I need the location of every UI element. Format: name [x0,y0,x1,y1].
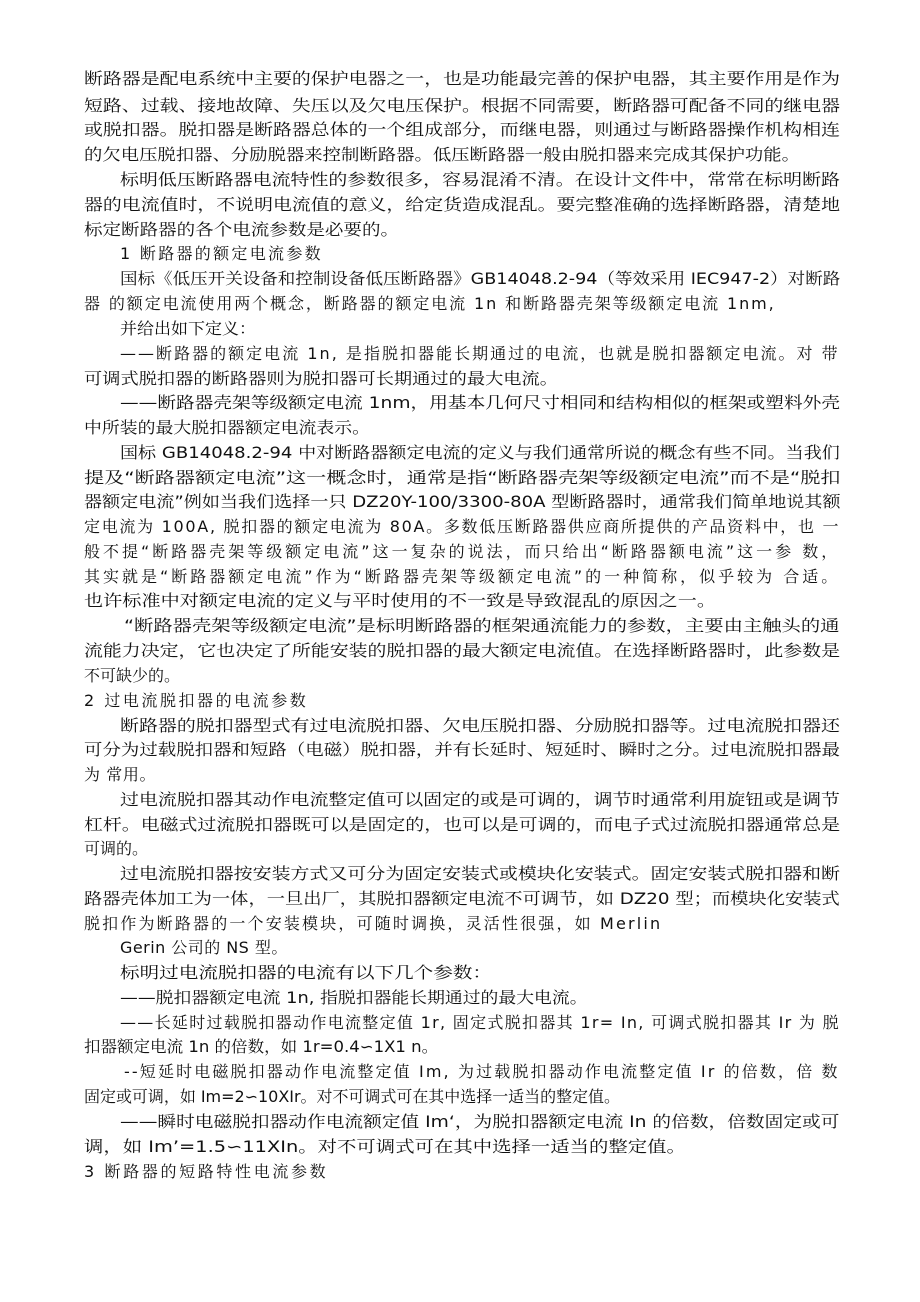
text-line: 固定或可调，如 Im=2∽10XIr。对不可调式可在其中选择一适当的整定值。 [84,1087,620,1106]
text-line: 提及“断路器额定电流”这一概念时，通常是指“断路器壳架等级额定电流”而不是“脱扣 [84,468,841,487]
text-line: Gerin 公司的 NS 型。 [120,938,288,957]
text-line: 过电流脱扣器按安装方式又可分为固定安装式或模块化安装式。固定安装式脱扣器和断 [120,864,841,883]
text-line: 或脱扣器。脱扣器是断路器总体的一个组成部分，而继电器，则通过与断路器操作机构相连 [84,120,841,139]
section-heading: 3 断路器的短路特性电流参数 [84,1162,329,1181]
text-line: ——断路器壳架等级额定电流 1nm，用基本几何尺寸相同和结构相似的框架或塑料外壳 [120,393,840,412]
text-line: 脱扣作为断路器的一个安装模块，可随时调换，灵活性很强，如 Merlin [84,914,663,933]
text-line: --短延时电磁脱扣器动作电流整定值 Im, 为过载脱扣器动作电流整定值 Ir 的倍数，倍 数 [124,1062,840,1081]
text-line: 可分为过载脱扣器和短路（电磁）脱扣器，并有长延时、短延时、瞬时之分。过电流脱扣器最 [84,740,841,759]
text-line: 也许标准中对额定电流的定义与平时使用的不一致是导致混乱的原因之一。 [84,591,717,610]
text-line: ——长延时过载脱扣器动作电流整定值 1r, 固定式脱扣器其 1r= In, 可调式脱扣器其 Ir 为 脱 [120,1013,840,1032]
text-line: “断路器壳架等级额定电流”是标明断路器的框架通流能力的参数，主要由主触头的通 [124,616,840,635]
text-line: 路器壳体加工为一体，一旦出厂，其脱扣器额定电流不可调节，如 DZ20 型；而模块化安装式 [84,889,840,908]
text-line: 国标《低压开关设备和控制设备低压断路器》GB14048.2-94（等效采用 IEC947-2）对断路 [120,269,841,288]
text-line: 短路、过载、接地故障、失压以及欠电压保护。根据不同需要，断路器可配备不同的继电器 [84,96,841,115]
text-line: 扣器额定电流 1n 的倍数，如 1r=0.4∽1X1 n。 [84,1037,439,1056]
text-line: 定电流为 100A, 脱扣器的额定电流为 80A。多数低压断路器供应商所提供的产品资料中，也 一 [84,517,841,536]
text-line: 器的电流值时，不说明电流值的意义，给定货造成混乱。要完整准确的选择断路器，清楚地 [84,195,841,214]
text-line: ——脱扣器额定电流 1n, 指脱扣器能长期通过的最大电流。 [120,988,588,1007]
text-line: 国标 GB14048.2-94 中对断路器额定电流的定义与我们通常所说的概念有些不同。当我们 [120,443,840,462]
text-line: 为 常用。 [84,765,157,784]
text-line: 标定断路器的各个电流参数是必要的。 [84,220,400,239]
text-line: 其实就是“断路器额定电流”作为“断路器壳架等级额定电流”的一种简称，似乎较为 合适。 [84,567,841,586]
text-line: 断路器的脱扣器型式有过电流脱扣器、欠电压脱扣器、分励脱扣器等。过电流脱扣器还 [120,716,841,735]
text-line: 不可缺少的。 [84,666,181,685]
text-line: 器 的额定电流使用两个概念，断路器的额定电流 1n 和断路器壳架等级额定电流 1nm, [84,294,776,313]
section-heading: 2 过电流脱扣器的电流参数 [84,691,309,710]
text-line: 可调式脱扣器的断路器则为脱扣器可长期通过的最大电流。 [84,369,559,388]
text-line: 并给出如下定义： [120,319,257,338]
text-line: 杠杆。电磁式过流脱扣器既可以是固定的，也可以是可调的，而电子式过流脱扣器通常总是 [84,815,841,834]
text-line: 器额定电流”例如当我们选择一只 DZ20Y-100/3300-80A 型断路器时，通常我们简单地说其额 [84,492,841,511]
text-line: 过电流脱扣器其动作电流整定值可以固定的或是可调的，调节时通常利用旋钮或是调节 [120,790,841,809]
section-heading: 1 断路器的额定电流参数 [120,244,323,263]
text-line: 中所装的最大脱扣器额定电流表示。 [84,418,371,437]
text-line: 流能力决定，它也决定了所能安装的脱扣器的最大额定电流值。在选择断路器时，此参数是 [84,641,841,660]
text-line: 调，如 Im’=1.5∽11XIn。对不可调式可在其中选择一适当的整定值。 [84,1137,686,1156]
text-line: 的欠电压脱扣器、分励脱器来控制断路器。低压断路器一般由脱扣器来完成其保护功能。 [84,145,801,164]
text-line: 标明过电流脱扣器的电流有以下几个参数： [120,963,493,982]
text-line: ——断路器的额定电流 1n, 是指脱扣器能长期通过的电流，也就是脱扣器额定电流。对 带 [120,344,840,363]
text-line: 可调的。 [84,839,149,858]
text-line: ——瞬时电磁脱扣器动作电流额定值 Im‘，为脱扣器额定电流 In 的倍数，倍数固定或可 [120,1112,840,1131]
text-line: 断路器是配电系统中主要的保护电器之一，也是功能最完善的保护电器，其主要作用是作为 [84,69,841,88]
text-line: 标明低压断路器电流特性的参数很多，容易混淆不清。在设计文件中，常常在标明断路 [120,170,841,189]
text-line: 般不提“断路器壳架等级额定电流”这一复杂的说法，而只给出“断路器额电流”这一参 数， [84,542,841,561]
